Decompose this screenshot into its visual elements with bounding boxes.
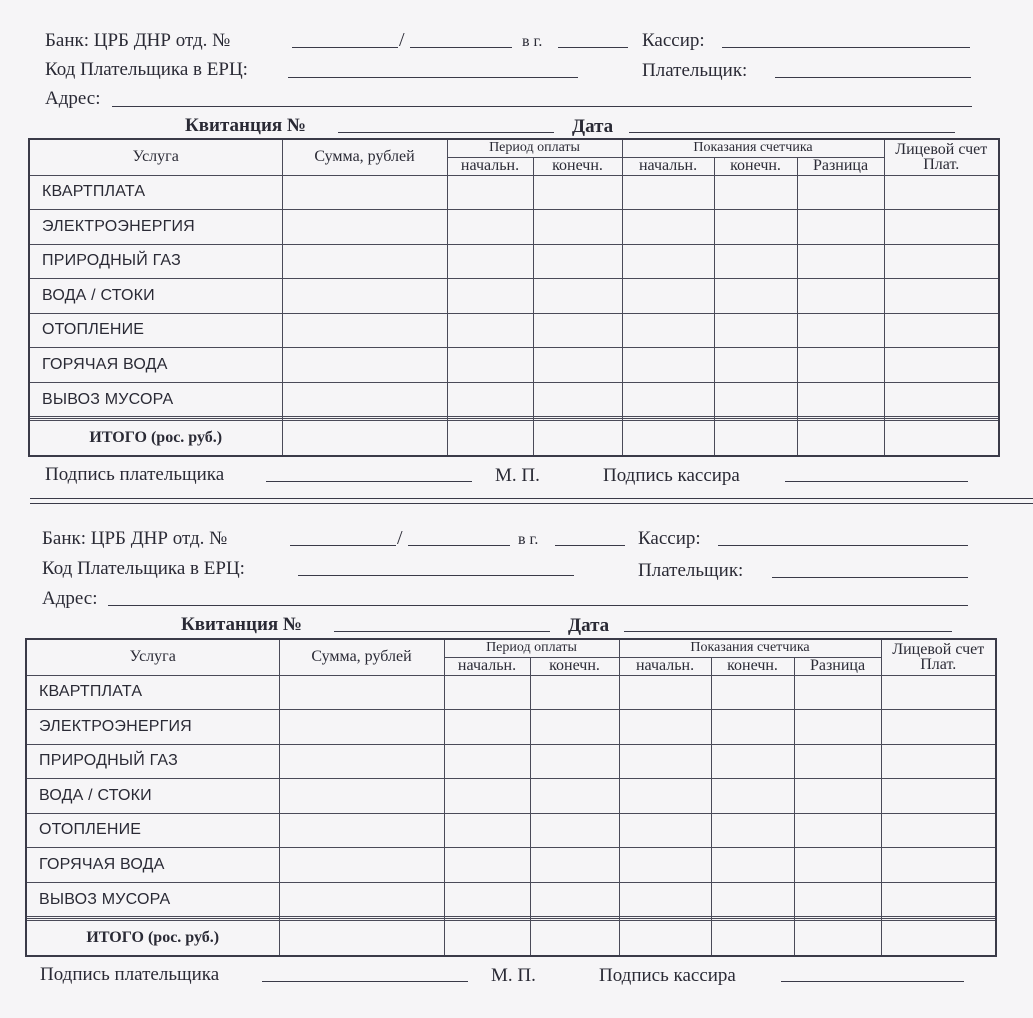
slash-separator: / xyxy=(399,29,405,51)
cut-line xyxy=(30,498,1033,499)
col-period-start-header: начальн. xyxy=(444,657,530,675)
cashier-field[interactable] xyxy=(718,545,968,546)
payer-code-label: Код Плательщика в ЕРЦ: xyxy=(42,558,245,579)
receipt-number-label: Квитанция № xyxy=(181,614,303,635)
branch-number-field[interactable] xyxy=(292,47,398,48)
service-name: ОТОПЛЕНИЕ xyxy=(26,813,279,848)
receipt-number-label: Квитанция № xyxy=(185,115,307,136)
payer-signature-label: Подпись плательщика xyxy=(45,464,225,485)
date-label: Дата xyxy=(568,615,610,636)
sum-cell[interactable] xyxy=(279,744,444,779)
table-row xyxy=(29,313,999,348)
payer-field[interactable] xyxy=(772,577,968,578)
table-row xyxy=(26,882,996,917)
table-row xyxy=(26,744,996,779)
receipt-number-field[interactable] xyxy=(334,631,550,632)
payer-field[interactable] xyxy=(775,77,971,78)
payer-signature-field[interactable] xyxy=(266,481,472,482)
total-label: ИТОГО (рос. руб.) xyxy=(29,420,282,456)
col-period-start-header: начальн. xyxy=(447,157,533,175)
receipt-top xyxy=(0,0,1033,500)
cashier-signature-label: Подпись кассира xyxy=(603,465,740,486)
address-label: Адрес: xyxy=(45,88,101,109)
total-label: ИТОГО (рос. руб.) xyxy=(26,920,279,956)
col-meter-diff-header: Разница xyxy=(797,157,884,175)
service-name: ВОДА / СТОКИ xyxy=(29,279,282,314)
services-table xyxy=(25,638,997,957)
bank-label: Банк: ЦРБ ДНР отд. № xyxy=(42,528,228,549)
cashier-label: Кассир: xyxy=(638,528,701,549)
table-row xyxy=(29,210,999,245)
table-row xyxy=(29,244,999,279)
service-name: ВЫВОЗ МУСОРА xyxy=(26,882,279,917)
col-meter-header: Показания счетчика xyxy=(622,139,884,157)
sum-cell[interactable] xyxy=(282,279,447,314)
receipt-number-field[interactable] xyxy=(338,132,554,133)
branch-subnumber-field[interactable] xyxy=(408,545,510,546)
cashier-signature-field[interactable] xyxy=(781,981,964,982)
service-name: ПРИРОДНЫЙ ГАЗ xyxy=(26,744,279,779)
stamp-label: М. П. xyxy=(495,465,540,486)
payer-code-field[interactable] xyxy=(288,77,578,78)
bank-label: Банк: ЦРБ ДНР отд. № xyxy=(45,30,231,51)
sum-cell[interactable] xyxy=(279,848,444,883)
sum-cell[interactable] xyxy=(282,348,447,383)
year-label: в г. xyxy=(518,531,539,548)
col-sum-header: Сумма, рублей xyxy=(279,639,444,675)
col-period-end-header: конечн. xyxy=(530,657,619,675)
receipt-bottom xyxy=(0,500,1033,1000)
service-name: ЭЛЕКТРОЭНЕРГИЯ xyxy=(29,210,282,245)
sum-cell[interactable] xyxy=(279,675,444,710)
total-sum-cell[interactable] xyxy=(282,420,447,456)
table-row xyxy=(26,848,996,883)
address-field[interactable] xyxy=(112,106,972,107)
year-label: в г. xyxy=(522,33,543,50)
table-row xyxy=(26,675,996,710)
col-meter-diff-header: Разница xyxy=(794,657,881,675)
sum-cell[interactable] xyxy=(279,882,444,917)
date-label: Дата xyxy=(572,116,614,137)
col-meter-start-header: начальн. xyxy=(619,657,711,675)
sum-cell[interactable] xyxy=(282,313,447,348)
payer-code-label: Код Плательщика в ЕРЦ: xyxy=(45,59,248,80)
col-service-header: Услуга xyxy=(26,639,279,675)
branch-subnumber-field[interactable] xyxy=(410,47,512,48)
col-meter-header: Показания счетчика xyxy=(619,639,881,657)
sum-cell[interactable] xyxy=(282,210,447,245)
total-sum-cell[interactable] xyxy=(279,920,444,956)
slash-separator: / xyxy=(397,527,403,549)
col-service-header: Услуга xyxy=(29,139,282,175)
sum-cell[interactable] xyxy=(282,175,447,210)
col-period-end-header: конечн. xyxy=(533,157,622,175)
col-meter-start-header: начальн. xyxy=(622,157,714,175)
payer-code-field[interactable] xyxy=(298,575,574,576)
date-field[interactable] xyxy=(624,631,952,632)
service-name: ЭЛЕКТРОЭНЕРГИЯ xyxy=(26,710,279,745)
payer-label: Плательщик: xyxy=(638,560,744,581)
service-name: ПРИРОДНЫЙ ГАЗ xyxy=(29,244,282,279)
payer-signature-label: Подпись плательщика xyxy=(40,964,220,985)
service-name: КВАРТПЛАТА xyxy=(29,175,282,210)
sum-cell[interactable] xyxy=(279,710,444,745)
service-name: ГОРЯЧАЯ ВОДА xyxy=(29,348,282,383)
table-row xyxy=(26,710,996,745)
date-field[interactable] xyxy=(629,132,955,133)
sum-cell[interactable] xyxy=(279,813,444,848)
col-meter-end-header: конечн. xyxy=(711,657,794,675)
year-field[interactable] xyxy=(558,47,628,48)
service-name: ОТОПЛЕНИЕ xyxy=(29,313,282,348)
services-table xyxy=(28,138,1000,457)
col-account-header: Лицевой счет Плат. xyxy=(884,139,999,175)
address-label: Адрес: xyxy=(42,588,98,609)
col-sum-header: Сумма, рублей xyxy=(282,139,447,175)
total-row xyxy=(29,420,999,456)
table-row xyxy=(26,779,996,814)
cashier-label: Кассир: xyxy=(642,30,705,51)
col-period-header: Период оплаты xyxy=(444,639,619,657)
sum-cell[interactable] xyxy=(282,382,447,417)
service-name: ГОРЯЧАЯ ВОДА xyxy=(26,848,279,883)
total-row xyxy=(26,920,996,956)
service-name: ВОДА / СТОКИ xyxy=(26,779,279,814)
cashier-field[interactable] xyxy=(722,47,970,48)
cashier-signature-label: Подпись кассира xyxy=(599,965,736,986)
service-name: КВАРТПЛАТА xyxy=(26,675,279,710)
service-name: ВЫВОЗ МУСОРА xyxy=(29,382,282,417)
payer-signature-field[interactable] xyxy=(262,981,468,982)
sum-cell[interactable] xyxy=(282,244,447,279)
col-period-header: Период оплаты xyxy=(447,139,622,157)
table-row xyxy=(29,279,999,314)
cashier-signature-field[interactable] xyxy=(785,481,968,482)
year-field[interactable] xyxy=(555,545,625,546)
col-account-header: Лицевой счет Плат. xyxy=(881,639,996,675)
col-meter-end-header: конечн. xyxy=(714,157,797,175)
table-row xyxy=(29,348,999,383)
payer-label: Плательщик: xyxy=(642,60,748,81)
table-row xyxy=(26,813,996,848)
branch-number-field[interactable] xyxy=(290,545,396,546)
address-field[interactable] xyxy=(108,605,968,606)
stamp-label: М. П. xyxy=(491,965,536,986)
table-row xyxy=(29,382,999,417)
table-row xyxy=(29,175,999,210)
sum-cell[interactable] xyxy=(279,779,444,814)
